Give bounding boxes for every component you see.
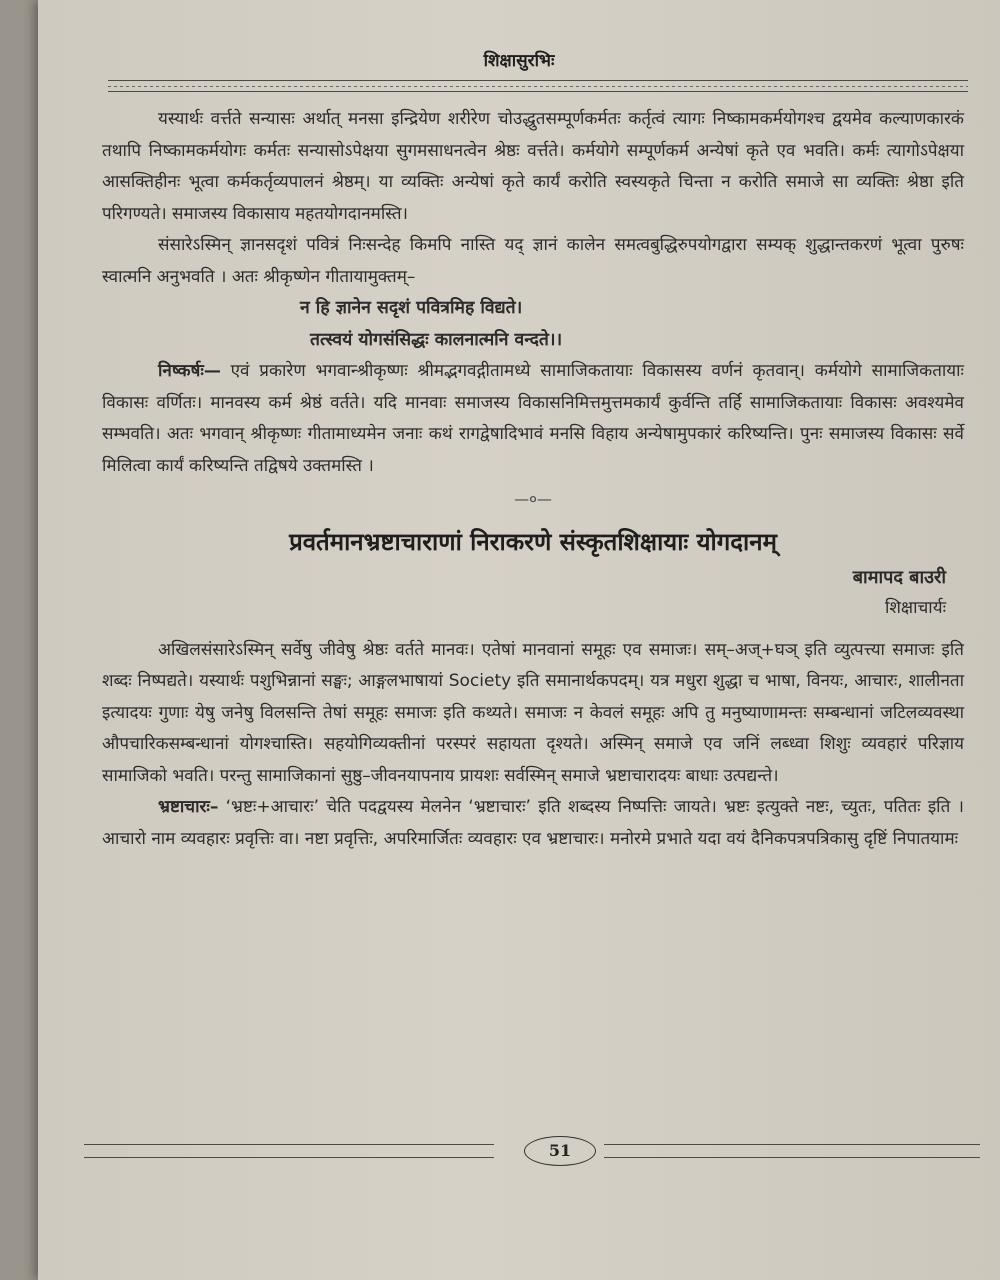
book-page <box>38 0 1000 1280</box>
page-content <box>102 104 964 855</box>
section-divider: —०— <box>514 490 552 508</box>
footer-rule-left <box>84 1144 494 1158</box>
paragraph <box>102 792 964 855</box>
author-name: बामापद बाउरी <box>852 566 946 588</box>
page-footer <box>84 1136 980 1166</box>
conclusion-text: एवं प्रकारेण भगवान्श्रीकृष्णः श्रीमद्भगवद्गीतामध्ये सामाजिकतायाः विकासस्य वर्णनं कृतवान्। कर्मयोगे सामाजिकतायाः विकासः वर्णितः। मानवस्य कर्म श्रेष्ठं वर्तते। यदि मानवाः समाजस्य विकासनिमित्तमुत्तमकार्यं कुर्वन्ति तर्हि सामाजिकतायाः विकासः अवश्यमेव सम्भवति। अतः भगवान् श्रीकृष्णः गीतामाध्यमेन जनाः कथं रागद्वेषादिभावं मनसि विहाय अन्येषामुपकारं करिष्यन्ति। पुनः समाजस्य विकासः सर्वे मिलित्वा कार्यं करिष्यन्ति तद्विषये उक्तमस्ति । <box>102 361 964 476</box>
page-number: 51 <box>524 1136 596 1166</box>
author-role: शिक्षाचार्यः <box>884 598 946 618</box>
term-definition: ‘भ्रष्टः+आचारः’ चेति पदद्वयस्य मेलनेन ‘भ्रष्टाचारः’ इति शब्दस्य निष्पत्तिः जायते। भ्रष्टः इत्युक्ते नष्टः, च्युतः, पतितः इति । आचारो नाम व्यवहारः प्रवृत्तिः वा। नष्टा प्रवृत्तिः, अपरिमार्जितः व्यवहारः एव भ्रष्टाचारः। मनोरमे प्रभाते यदा वयं दैनिकपत्रपत्रिकासु दृष्टिं निपातयामः <box>102 797 964 849</box>
footer-rule-right <box>604 1144 980 1158</box>
verse-line-2: तत्स्वयं योगसंसिद्धः कालनात्मनि वन्दते।। <box>310 329 563 350</box>
paragraph: अखिलसंसारेऽस्मिन् सर्वेषु जीवेषु श्रेष्ठः वर्तते मानवः। एतेषां मानवानां समूहः एव समाजः। सम्–अज्+घञ् इति व्युत्पत्त्या समाजः इति शब्दः निष्पद्यते। यस्यार्थः पशुभिन्नानां सङ्घः; आङ्गलभाषायां Society इति समानार्थकपदम्। यत्र मधुरा शुद्धा च भाषा, विनयः, आचारः, शालीनता इत्यादयः गुणाः येषु जनेषु विलसन्ति तेषां समूहः समाजः इति कथ्यते। समाजः न केवलं समूहः अपि तु मनुष्याणामन्तः सम्बन्धानां जटिलव्यवस्था औपचारिकसम्बन्धानां योगश्चास्ति। सहयोगिव्यक्तीनां परस्परं सहायता दृश्यते। अस्मिन् समाजे एव जनिं लब्ध्वा शिशुः व्यवहारं परिज्ञाय सामाजिको भवति। परन्तु सामाजिकानां सुष्ठु–जीवनयापनाय प्रायशः सर्वस्मिन् समाजे भ्रष्टाचारादयः बाधाः उत्पद्यन्ते। <box>102 639 964 786</box>
term-label: भ्रष्टाचारः– <box>158 797 219 817</box>
verse-line-1: न हि ज्ञानेन सदृशं पवित्रमिह विद्यते। <box>300 298 523 318</box>
paragraph: यस्यार्थः वर्त्तते सन्यासः अर्थात् मनसा इन्द्रियेण शरीरेण चोउद्धुतसम्पूर्णकर्मतः कर्तृत्वं त्यागः निष्कामकर्मयोगश्च द्वयमेव कल्याणकारकं तथापि निष्कामकर्मयोगः कर्मतः सन्यासोऽपेक्षया सुगमसाधनत्वेन श्रेष्ठः वर्त्तते। कर्मयोगे सम्पूर्णकर्म अन्येषां कृते एव भवति। कर्मः त्यागोऽपेक्षया आसक्तिहीनः भूत्वा कर्मकर्तृव्यपालनं श्रेष्ठम्। या व्यक्तिः अन्येषां कृते कार्यं करोति स्वस्यकृते चिन्ता न करोति समाजे सा व्यक्तिः श्रेष्ठा इति परिगण्यते। समाजस्य विकासाय महतयोगदानमस्ति। <box>102 109 964 224</box>
header-rule <box>108 80 968 92</box>
running-header: शिक्षासुरभिः <box>483 51 555 71</box>
conclusion-label: निष्कर्षः— <box>158 361 221 381</box>
paragraph: संसारेऽस्मिन् ज्ञानसदृशं पवित्रं निःसन्देह किमपि नास्ति यद् ज्ञानं कालेन समत्वबुद्धिरुपयोगद्वारा सम्यक् शुद्धान्तकरणं भूत्वा पुरुषः स्वात्मनि अनुभवति । अतः श्रीकृष्णेन गीतायामुक्तम्– <box>102 235 964 287</box>
conclusion-paragraph <box>102 356 964 482</box>
article-title: प्रवर्तमानभ्रष्टाचाराणां निराकरणे संस्कृतशिक्षायाः योगदानम् <box>289 527 777 556</box>
